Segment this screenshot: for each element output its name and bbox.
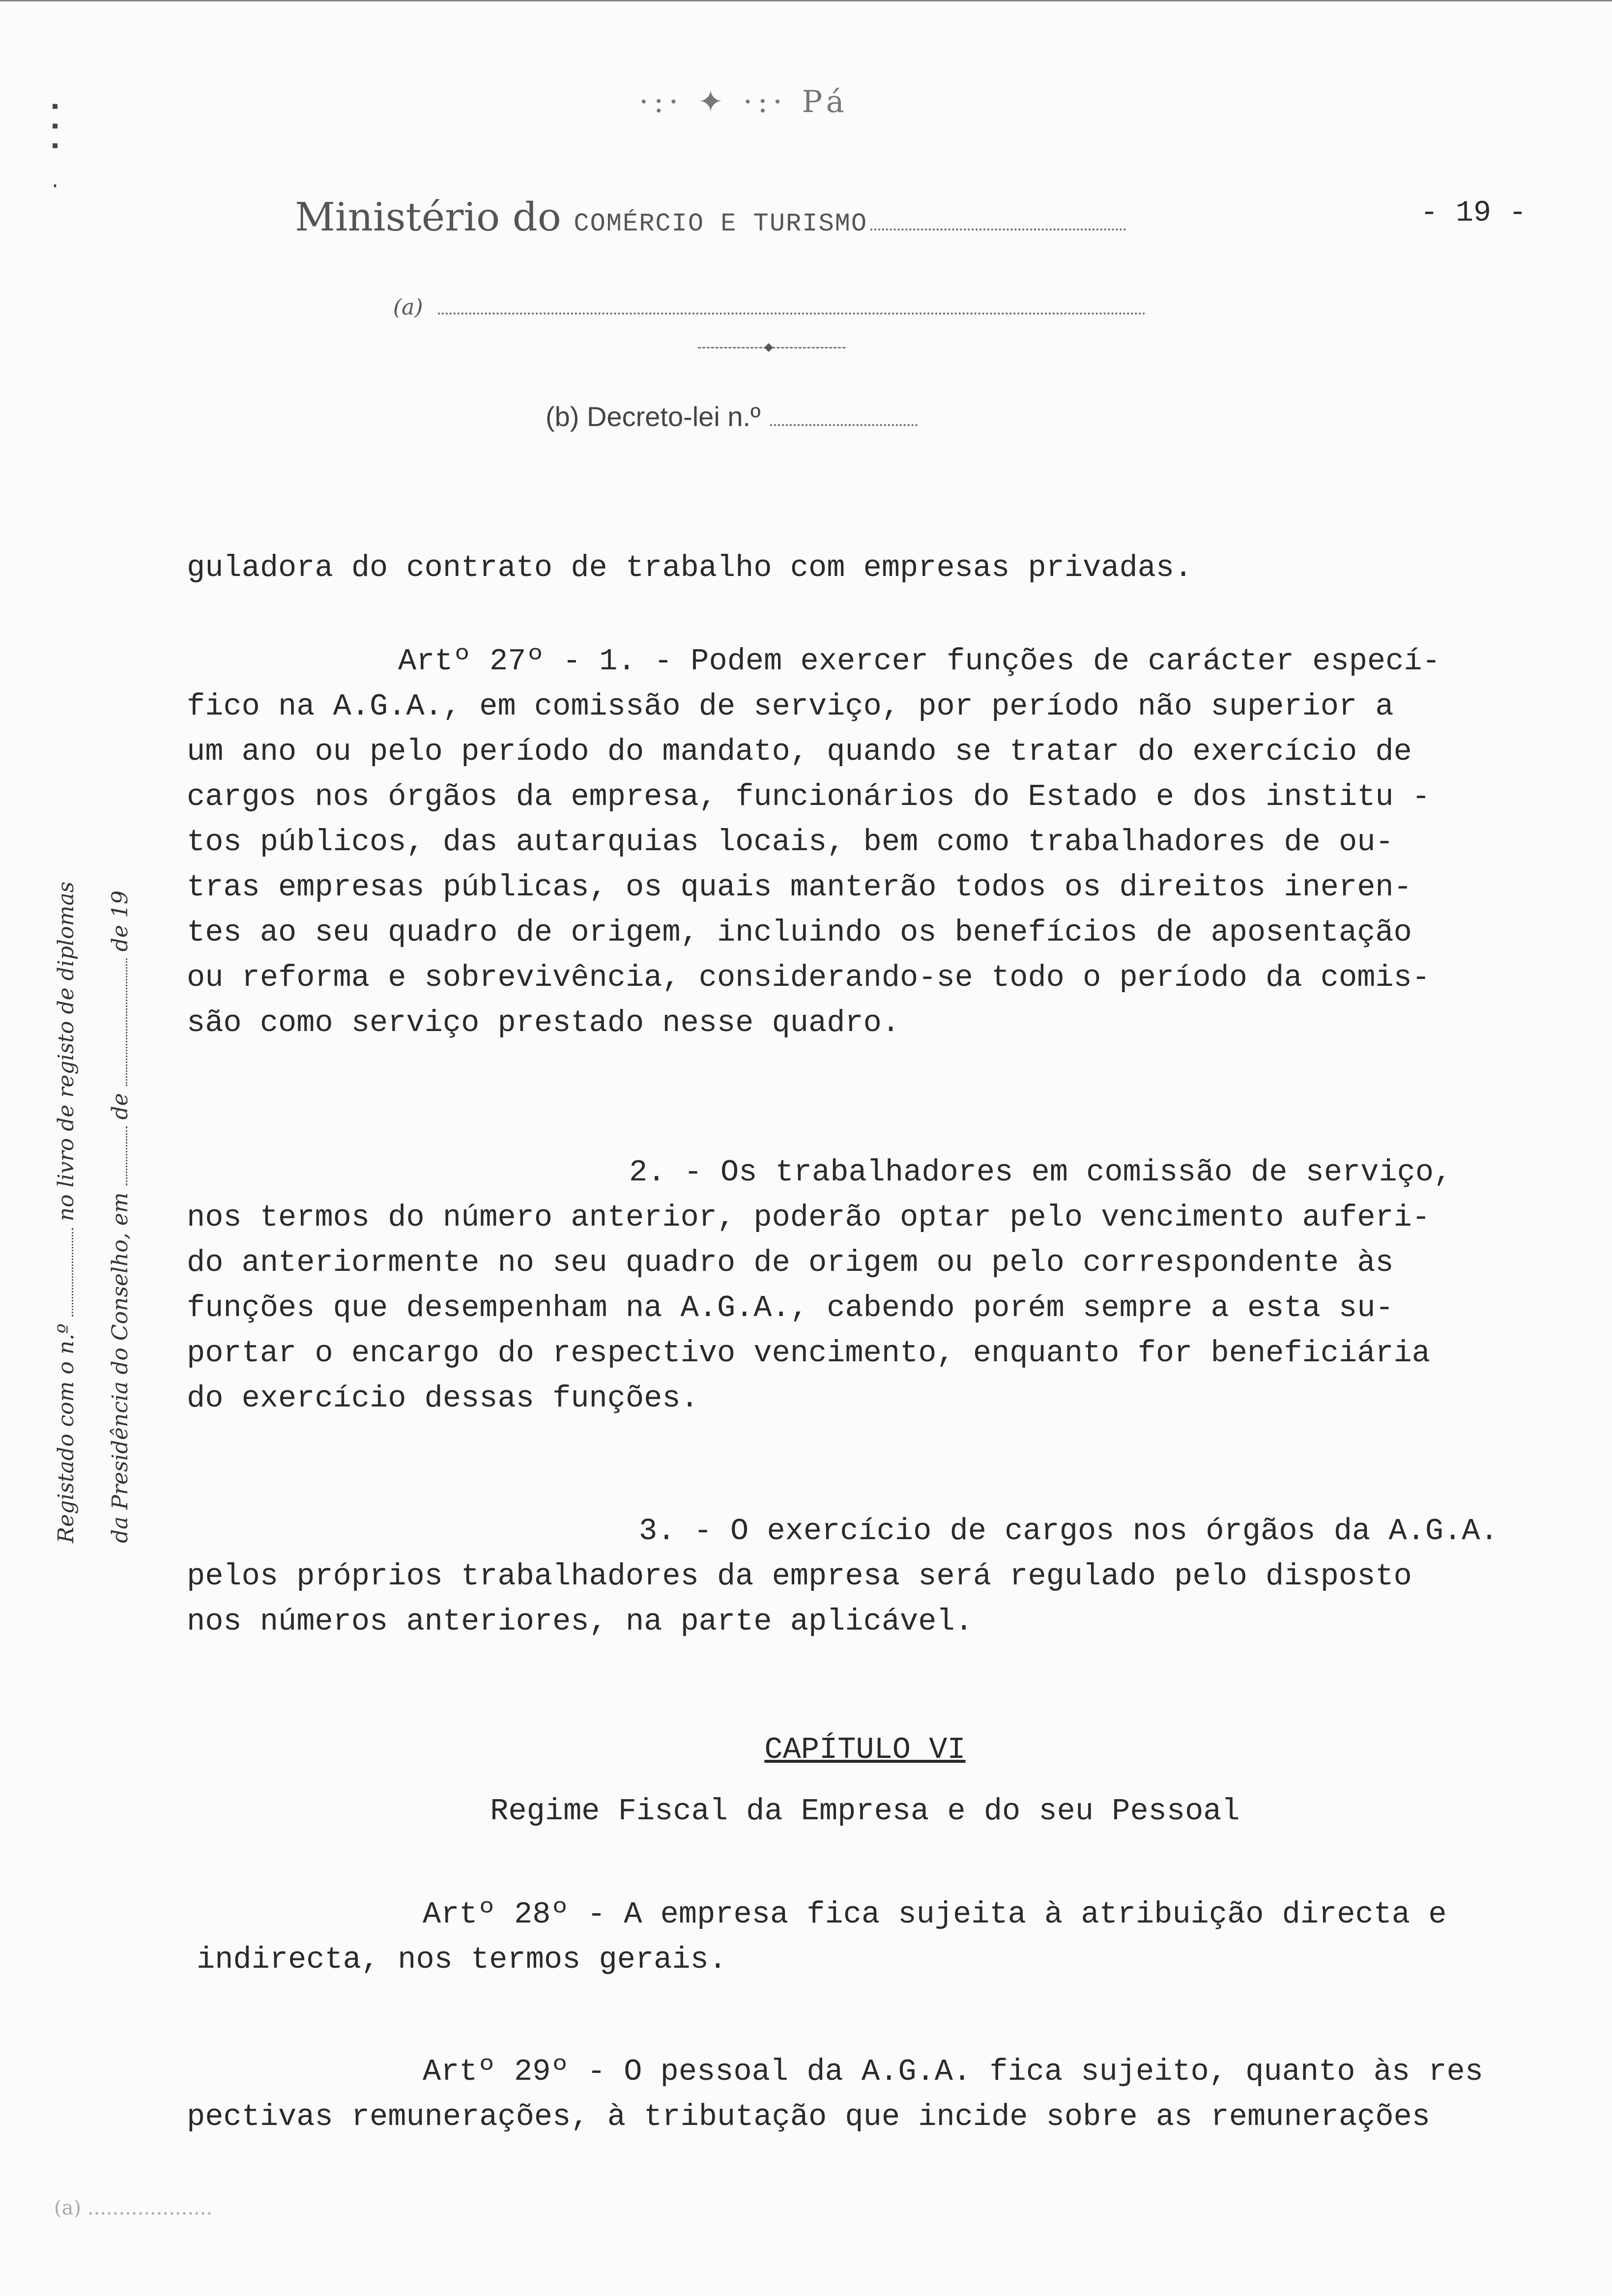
decree-line [546, 401, 918, 432]
margin-line-1: Registado com o n.º no livro de registo de diplomas [54, 881, 79, 1543]
ministry-header [295, 194, 1126, 240]
registration-margin-note [39, 882, 147, 1543]
art27-paragraph-3: 3. - O exercício de cargos nos órgãos da A.G.A. pelos próprios trabalhadores da empresa será regulado pelo disposto nos números anteriores, na parte aplicável. [187, 1514, 1498, 1639]
art28-paragraph: Artº 28º - A empresa fica sujeita à atribuição directa e indirecta, nos termos gerais. [197, 1897, 1447, 1977]
art27-paragraph-1: Artº 27º - 1. - Podem exercer funções de carácter especí- fico na A.G.A., em comissão de serviço, por período não superior a um ano ou pelo período do mandato, quando se tratar do exercício de cargos nos órgãos da empresa, funcionários do Estado e dos institu - tos públicos, das autarquias locais, bem como trabalhadores de ou- tras empresas públicas, os quais manterão todos os direitos ineren- tes ao seu quadro de origem, incluindo os benefícios de aposentação ou reforma e sobrevivência, considerando-se todo o período da comis- são como serviço prestado nesse quadro. [187, 644, 1440, 1040]
decree-label: (b) Decreto-lei n.º [546, 401, 761, 432]
margin-marks: ▪ ▪ ▪ · [49, 97, 61, 198]
seal-stamp: ·:· ✦ ·:· Pá [639, 84, 849, 119]
art27-paragraph-2: 2. - Os trabalhadores em comissão de serviço, nos termos do número anterior, poderão optar pelo vencimento auferi- do anteriormente no seu quadro de origem ou pelo correspondente às funções que desempenham na A.G.A., cabendo porém sempre a esta su- portar o encargo do respectivo vencimento, enquanto for beneficiária do exercício dessas funções. [187, 1155, 1452, 1416]
footnote: (a) .................... [54, 2197, 213, 2219]
separator-ornament: ◆ [764, 340, 774, 356]
chapter-title: CAPÍTULO VI [764, 1732, 966, 1767]
line-a-fill [438, 313, 1146, 315]
intro-paragraph: guladora do contrato de trabalho com empresas privadas. [187, 550, 1193, 585]
ministry-prefix: Ministério do [295, 194, 561, 240]
ministry-department: COMÉRCIO E TURISMO [574, 209, 868, 238]
page-number: - 19 - [1420, 197, 1527, 230]
decree-fill [770, 424, 918, 426]
top-border [0, 0, 1612, 1]
chapter-subtitle: Regime Fiscal da Empresa e do seu Pessoal [490, 1794, 1240, 1829]
line-a-label: (a) [393, 295, 423, 320]
ministry-fill-line [870, 229, 1126, 230]
art29-paragraph: Artº 29º - O pessoal da A.G.A. fica sujeito, quanto às res pectivas remunerações, à tributação que incide sobre as remunerações [187, 2054, 1483, 2134]
margin-line-2: da Presidência do Conselho, em de de 19 [108, 890, 133, 1543]
line-a [393, 295, 1146, 320]
